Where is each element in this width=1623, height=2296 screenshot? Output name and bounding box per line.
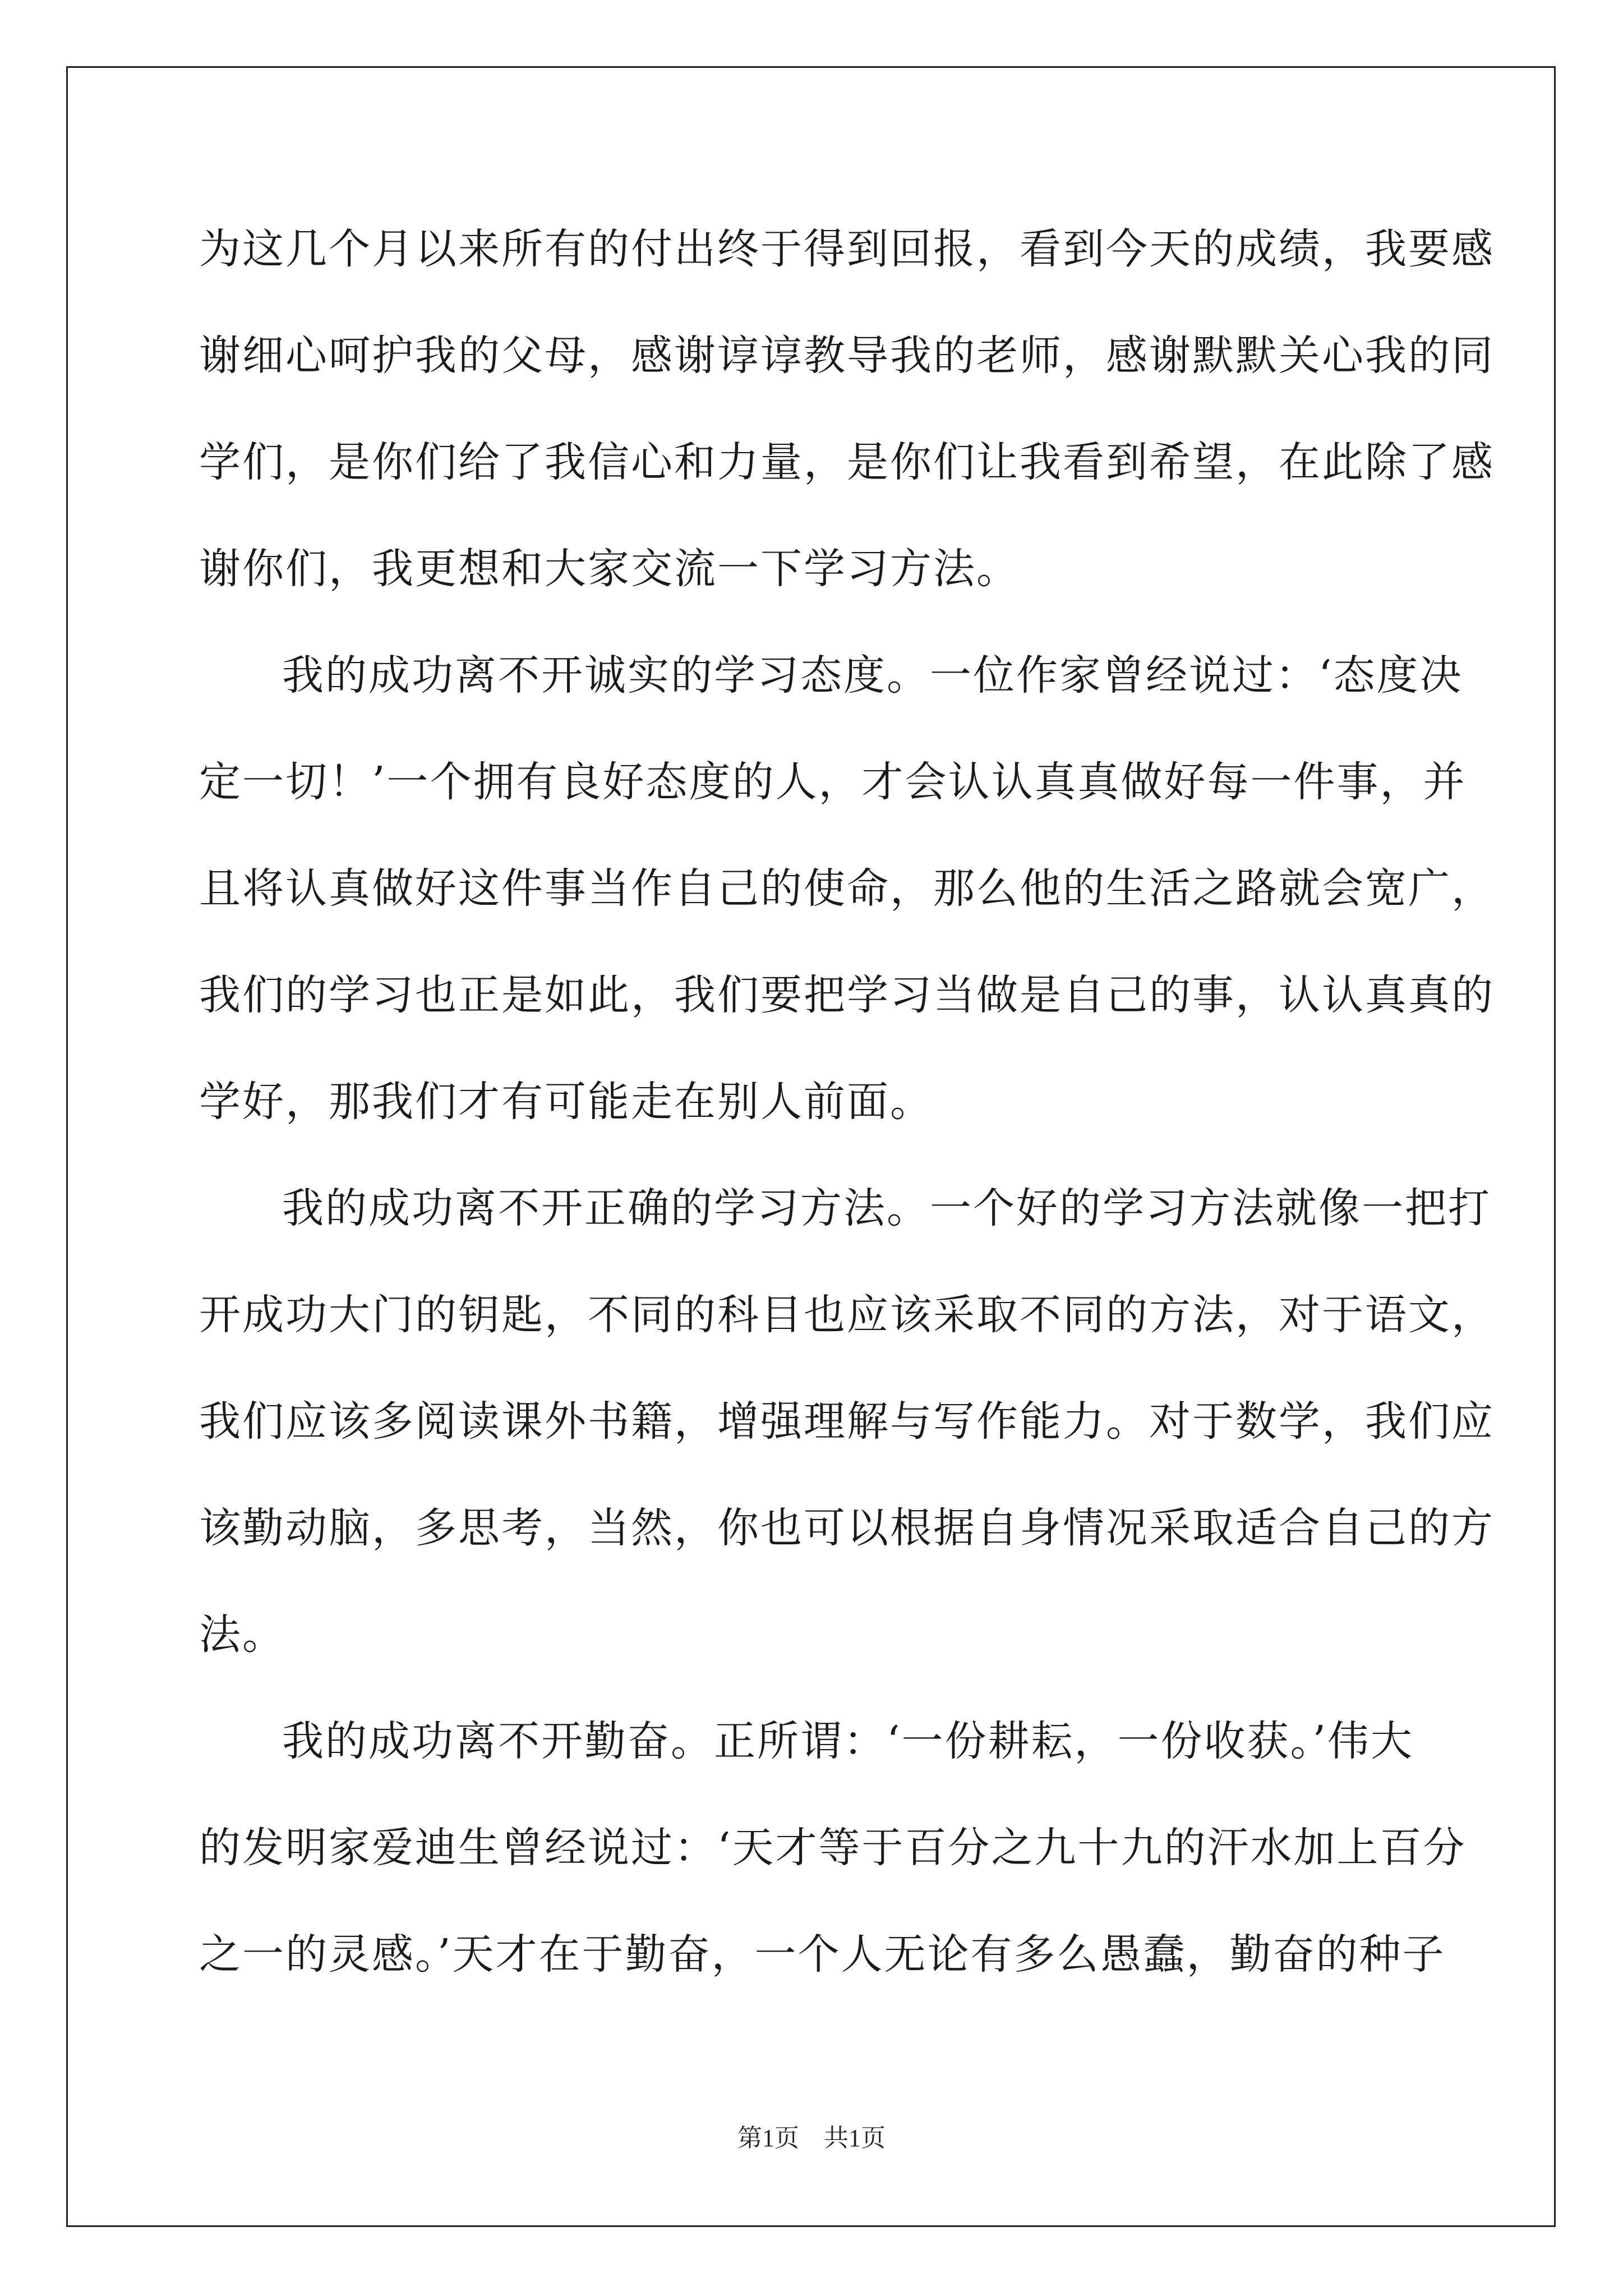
paragraph-start-line: 我的成功离不开正确的学习方法。一个好的学习方法就像一把打: [282, 1184, 1491, 1232]
text-line: 且将认真做好这件事当作自己的使命，那么他的生活之路就会宽广，: [199, 864, 1495, 913]
text-line: 我们的学习也正是如此，我们要把学习当做是自己的事，认认真真的: [199, 971, 1495, 1019]
text-line: 法。: [199, 1611, 285, 1659]
text-line: 谢你们，我更想和大家交流一下学习方法。: [199, 545, 1020, 593]
text-line: 学好，那我们才有可能走在别人前面。: [199, 1078, 933, 1126]
text-line: 我们应该多阅读课外书籍，增强理解与写作能力。对于数学，我们应: [199, 1397, 1495, 1446]
text-line: 谢细心呵护我的父母，感谢谆谆教导我的老师，感谢默默关心我的同: [199, 332, 1495, 380]
text-line: 之一的灵感。’天才在于勤奋，一个人无论有多么愚蠢，勤奋的种子: [199, 1930, 1446, 1978]
document-body: [199, 212, 1495, 2024]
page-number-footer: 第1页 共1页: [737, 2124, 886, 2152]
text-line: 为这几个月以来所有的付出终于得到回报，看到今天的成绩，我要感: [199, 225, 1495, 273]
text-line: 的发明家爱迪生曾经说过：‘天才等于百分之九十九的汗水加上百分: [199, 1824, 1467, 1872]
text-line: 开成功大门的钥匙，不同的科目也应该采取不同的方法，对于语文，: [199, 1291, 1495, 1339]
paragraph-start-line: 我的成功离不开勤奋。正所谓：‘一份耕耘，一份收获。’伟大: [282, 1717, 1414, 1765]
text-line: 学们，是你们给了我信心和力量，是你们让我看到希望，在此除了感: [199, 438, 1495, 486]
paragraph-start-line: 我的成功离不开诚实的学习态度。一位作家曾经说过：‘态度决: [282, 651, 1463, 700]
text-line: 该勤动脑，多思考，当然，你也可以根据自身情况采取适合自己的方: [199, 1504, 1495, 1552]
text-line: 定一切！’一个拥有良好态度的人，才会认认真真做好每一件事，并: [199, 758, 1467, 806]
